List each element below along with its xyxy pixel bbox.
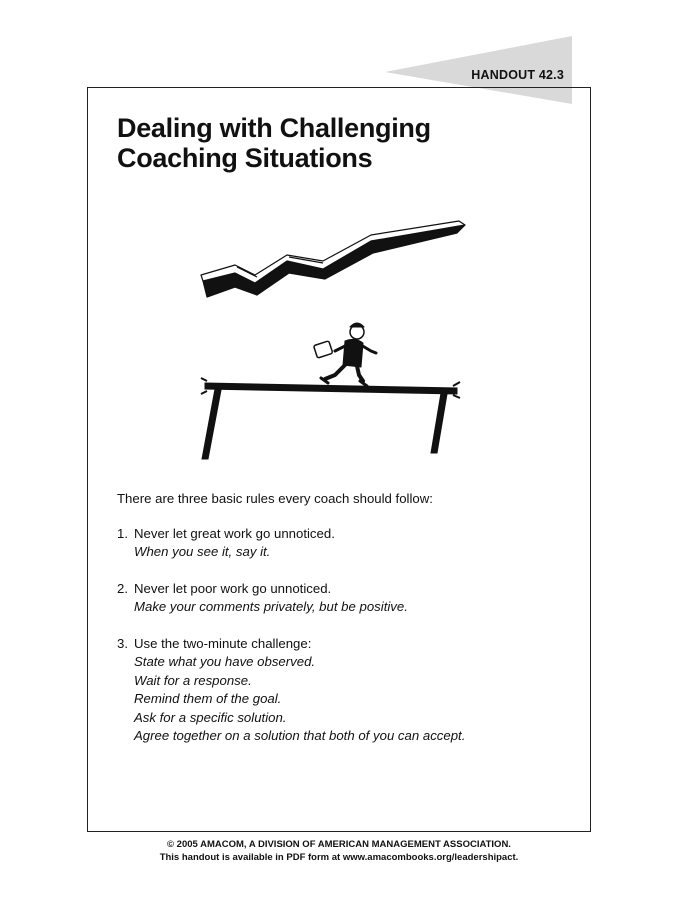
rule-number: 1. — [117, 525, 128, 541]
rule-detail: Ask for a specific solution. — [134, 709, 287, 725]
title-line-2: Coaching Situations — [117, 143, 373, 173]
rule-detail: Remind them of the goal. — [134, 691, 282, 706]
body-content — [117, 490, 557, 764]
rules-list — [117, 525, 557, 746]
rule-detail: State what you have observed. — [134, 654, 316, 669]
intro-text: There are three basic rules every coach should follow: — [117, 491, 433, 506]
rule-text: Never let great work go unnoticed. — [134, 525, 335, 541]
availability-line: This handout is available in PDF form at www.amacombooks.org/leadershipact. — [159, 852, 519, 863]
rule-detail: Make your comments privately, but be positive. — [134, 599, 408, 614]
page-footer — [0, 838, 678, 864]
copyright-line: © 2005 AMACOM, A DIVISION OF AMERICAN MANAGEMENT ASSOCIATION. — [167, 839, 511, 850]
businessman-tightrope-illustration — [195, 215, 475, 465]
businessman-figure — [314, 323, 376, 386]
handout-number: HANDOUT 42.3 — [471, 68, 564, 82]
rule-item — [117, 580, 557, 617]
rule-detail: Agree together on a solution that both of you can accept. — [134, 728, 466, 743]
tightrope-plank — [201, 378, 460, 459]
rule-text: Use the two-minute challenge: — [134, 635, 312, 651]
rising-ribbon-graph — [201, 221, 465, 297]
rule-item — [117, 525, 557, 562]
title-line-1: Dealing with Challenging — [117, 113, 431, 143]
rule-detail: When you see it, say it. — [134, 544, 271, 559]
rule-number: 3. — [117, 635, 128, 651]
rule-number: 2. — [117, 580, 128, 596]
rule-detail: Wait for a response. — [134, 672, 252, 688]
page-title — [117, 113, 497, 173]
rule-text: Never let poor work go unnoticed. — [134, 580, 332, 596]
rule-item — [117, 635, 557, 746]
